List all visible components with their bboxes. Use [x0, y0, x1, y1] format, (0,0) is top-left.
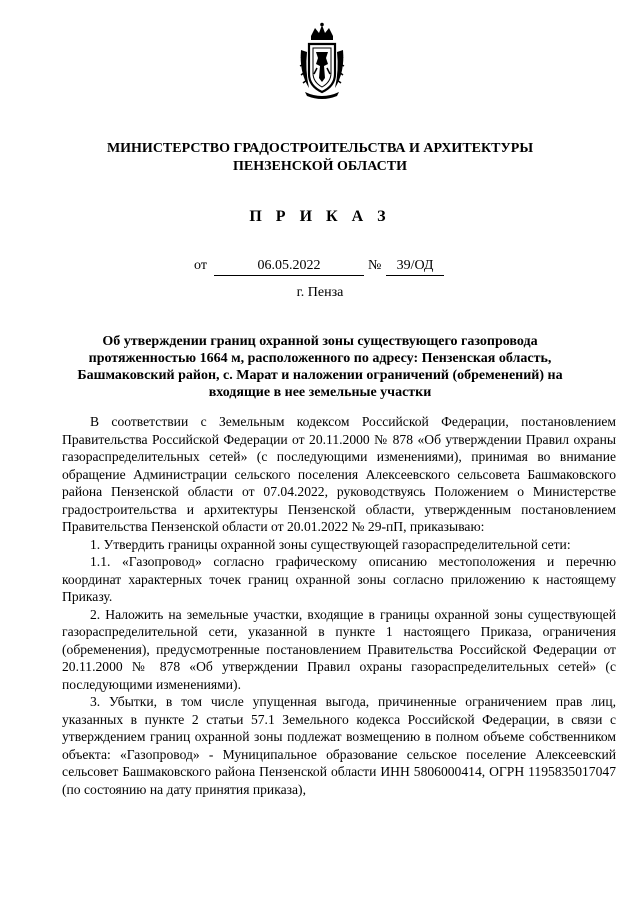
order-number: 39/ОД — [386, 256, 444, 276]
subject-line: входящие в нее земельные участки — [208, 385, 432, 400]
order-title: П Р И К А З — [249, 208, 391, 225]
coat-of-arms-icon — [297, 22, 347, 100]
subject-line: Башмаковский район, с. Марат и наложении ограничений (обременений) на — [77, 368, 563, 383]
date-prefix: от — [194, 258, 207, 273]
item-1-paragraph: 1. Утвердить границы охранной зоны существующей газораспределительной сети: — [90, 536, 571, 552]
subject-line: Об утверждении границ охранной зоны существующего газопровода — [102, 334, 538, 349]
order-body — [62, 413, 616, 798]
number-prefix: № — [368, 258, 382, 273]
ministry-name-line1: МИНИСТЕРСТВО ГРАДОСТРОИТЕЛЬСТВА И АРХИТЕКТУРЫ — [106, 141, 534, 156]
item-1-1-paragraph: 1.1. «Газопровод» согласно графическому описанию местоположения и перечню координат характерных точек границ охранной зоны согласно приложению к настоящему Приказу. — [62, 554, 616, 604]
order-subject — [60, 333, 580, 401]
preamble-paragraph: В соответствии с Земельным кодексом Российской Федерации, постановлением Правительства Российской Федерации от 20.11.2000 № 878 «Об утверждении Правил охраны газораспределительных сетей» (с последующими изменениями), принимая во внимание обращение Администрации сельского поселения Алексеевского сельсовета Башмаковского района Пензенской области от 07.04.2022, руководствуясь Положением о Министерстве градостроительства и архитектуры Пензенской области, утвержденным постановлением Правительства Пензенской области от 20.01.2022 № 29-пП, приказываю: — [62, 414, 616, 534]
ministry-name-line2: ПЕНЗЕНСКОЙ ОБЛАСТИ — [233, 159, 407, 174]
city: г. Пенза — [296, 285, 344, 300]
order-date-number-line — [194, 256, 454, 276]
item-3-paragraph: 3. Убытки, в том числе упущенная выгода, причиненные ограничением прав лиц, указанных в пункте 2 статьи 57.1 Земельного кодекса Российской Федерации, в связи с утверждением границ охранной зоны подлежат возмещению в полном объеме собственником объекта: «Газопровод» - Муниципальное образование сельское поселение Алексеевский сельсовет Башмаковского района Пензенской области ИНН 5806000414, ОГРН 1195835017047 (по состоянию на дату принятия приказа), — [62, 694, 616, 797]
subject-line: протяженностью 1664 м, расположенного по адресу: Пензенская область, — [88, 351, 552, 366]
order-date: 06.05.2022 — [214, 256, 364, 276]
item-2-paragraph: 2. Наложить на земельные участки, входящие в границы охранной зоны существующей газораспределительной сети, указанной в пункте 1 настоящего Приказа, ограничения (обременения), предусмотренные постановлением Правительства Российской Федерации от 20.11.2000 № 878 «Об утверждении Правил охраны газораспределительных сетей» (с последующими изменениями). — [62, 606, 616, 692]
